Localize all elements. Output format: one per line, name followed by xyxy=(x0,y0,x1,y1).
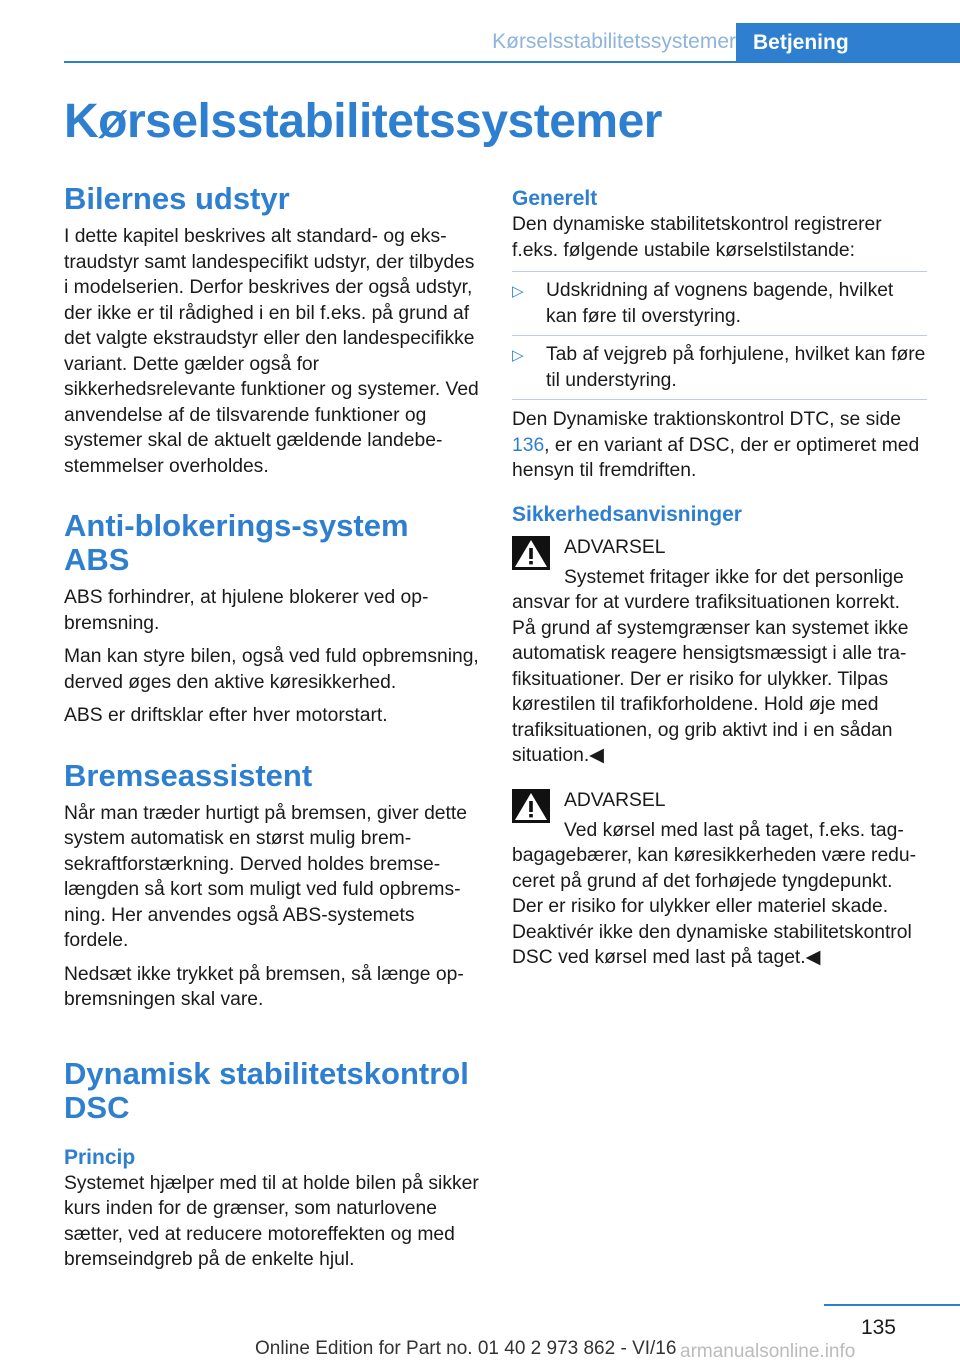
list-item xyxy=(512,336,927,400)
brake-assist-paragraph-2: Nedsæt ikke trykket på bremsen, så længe opbremsningen skal vare. xyxy=(64,963,464,1010)
warning-block xyxy=(512,534,927,769)
footer-rule xyxy=(824,1304,960,1306)
bullet-triangle-icon: ▷ xyxy=(512,283,524,300)
equipment-text: I dette kapitel beskrives alt standard- og ekstraudstyr samt landespecifikt udstyr, der tilbydes i modelserien. Derfor beskrives der også udstyr, der ikke er til rådighed i en bil f.eks. på grund af det valgte ekstraudstyr eller den landespecifikke variant. Dette gælder også for sikkerhedsrelevante funktioner og systemer. Ved anvendelse af de tilsvarende funktioner og systemer skal de aktuelt gældende landebestemmelser overholdes. xyxy=(64,226,479,477)
list-item-text: Udskridning af vognens bagende, hvilket kan føre til overstyring. xyxy=(546,280,894,327)
bullet-triangle-icon: ▷ xyxy=(512,347,524,364)
dsc-heading: Dynamisk stabilitetskontrol DSC xyxy=(64,1055,469,1125)
page-reference-link[interactable]: 136 xyxy=(512,434,545,456)
abs-paragraph-3: ABS er driftsklar efter hver motorstart. xyxy=(64,705,388,726)
dtc-paragraph xyxy=(512,407,927,484)
footer-edition: Online Edition for Part no. 01 40 2 973 862 - VI/16 xyxy=(255,1338,677,1359)
warning-icon xyxy=(512,536,550,570)
header-chapter-tab[interactable]: Betjening xyxy=(736,23,960,63)
right-column xyxy=(512,186,927,971)
equipment-heading: Bilernes udstyr xyxy=(64,181,290,216)
principle-text: Systemet hjælper med til at holde bilen på sikker kurs inden for de grænser, som naturlovene sætter, ved at reducere motoreffekten og med bremseindgreb på de enkelte hjul. xyxy=(64,1172,479,1270)
page-number: 135 xyxy=(860,1316,896,1339)
dtc-text-end: , er en variant af DSC, der er optimeret med hensyn til fremdriften. xyxy=(512,434,920,481)
page-title: Kørselsstabilitetssystemer xyxy=(64,95,662,148)
warning-block xyxy=(512,787,927,971)
left-column xyxy=(64,182,479,1273)
header-rule xyxy=(64,61,736,63)
principle-heading: Princip xyxy=(64,1145,136,1169)
general-heading: Generelt xyxy=(512,187,598,210)
abs-paragraph-2: Man kan styre bilen, også ved fuld opbremsning, derved øges den aktive køresikkerhed. xyxy=(64,646,479,693)
general-text: Den dynamiske stabilitetskontrol registrerer f.eks. følgende ustabile kørselstilstande: xyxy=(512,214,882,261)
warning-label: ADVARSEL xyxy=(564,536,666,558)
header-section-title[interactable]: Kørselsstabilitetssystemer xyxy=(492,30,736,53)
warning-text: Systemet fritager ikke for det personlige ansvar for at vurdere trafiksituationen korrekt. På grund af systemgrænser kan systemet ikke automatisk reagere hensigtsmæssigt i alle trafiksituationer. Der er risiko for ulykker. Tilpas kørestilen til trafikforholdene. Hold øje med trafiksituationen, og grib aktivt ind i en sådan situation.◀ xyxy=(512,566,909,766)
brake-assist-paragraph-1: Når man træder hurtigt på bremsen, giver dette system automatisk en størst mulig bremsekraftforstærkning. Derved holdes bremselængden så kort som muligt ved fuld opbremsning. Her anvendes også ABS-systemets fordele. xyxy=(64,802,467,951)
dtc-text-start: Den Dynamiske traktionskontrol DTC, se side xyxy=(512,409,901,430)
footer-watermark: armanualsonline.info xyxy=(680,1341,856,1362)
list-item-text: Tab af vejgreb på forhjulene, hvilket kan føre til understyring. xyxy=(546,344,926,391)
warning-icon xyxy=(512,789,550,823)
brake-assist-heading: Bremseassistent xyxy=(64,757,313,793)
list-item xyxy=(512,272,927,336)
warning-label: ADVARSEL xyxy=(564,789,666,811)
warning-text: Ved kørsel med last på taget, f.eks. tagbagagebærer, kan køresikkerheden være reduceret på grund af det forhøjede tyngdepunkt. Der er risiko for ulykker eller materiel skade. Deaktivér ikke den dynamiske stabilitetskontrol DSC ved kørsel med last på taget.◀ xyxy=(512,819,917,968)
instability-list xyxy=(512,271,927,400)
safety-heading: Sikkerhedsanvisninger xyxy=(512,502,742,526)
abs-heading: Anti-blokerings-system ABS xyxy=(64,508,409,577)
abs-paragraph-1: ABS forhindrer, at hjulene blokerer ved opbremsning. xyxy=(64,587,429,634)
